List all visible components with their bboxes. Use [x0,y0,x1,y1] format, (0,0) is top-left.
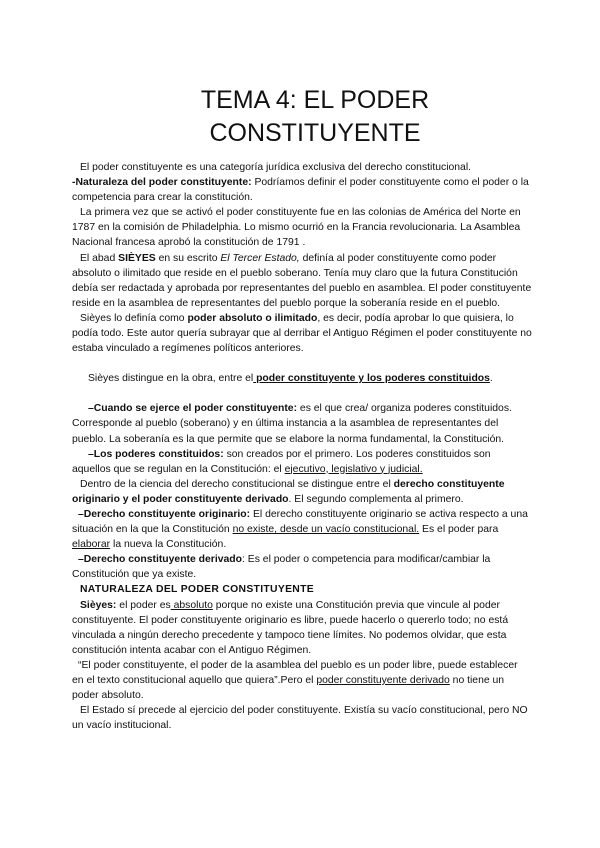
text-run: Sièyes lo definía como [80,312,188,324]
text-run: la nueva la Constitución. [110,539,227,551]
text-run: porque no existe una Constitución previa que vincule al poder constituyente. El poder constituyente originario es libre, puede hacerlo o quererlo todo; no está vinculada a ningún derecho precedente y tampoco tiene límites. No podemos olvidar, que esta constitución intenta acabar con el Antiguo Régimen. [72,599,509,656]
text-run: . [489,373,493,385]
paragraph-text: Podríamos definir el poder constituyente como el poder o la competencia para crear la constitución. [72,177,529,204]
paragraph-intro [72,160,532,175]
text-run: definía al poder constituyente como poder absoluto o ilimitado que reside en el pueblo soberano. Tenía muy claro que la futura Constitución debía ser redactada y aprobada por representantes del pueblo en asamblea. El poder constituyente reside en la asamblea de representantes del pueblo porque la soberanía reside en el pueblo. [72,252,532,309]
document-body [72,160,532,733]
paragraph-poder-constituyente [72,401,532,446]
bold-term: derecho constituyente originario y el poder constituyente derivado [72,478,505,505]
underlined-term: ejecutivo, legislativo y judicial. [284,463,423,475]
text-run: el poder es [116,599,171,611]
underlined-term: no existe, desde un vacío constitucional. [232,524,420,536]
text-run: , es decir, podía aprobar lo que quisiera, lo podía todo. Este autor quería subrayar que al derribar el Antiguo Régimen el poder constituyente no estaba vinculado a regímenes políticos anteriores. [72,312,532,355]
text-run: no tiene un poder absoluto. [72,675,505,702]
paragraph-sieyes-definition [72,251,532,311]
paragraph-absolute-power [72,311,532,356]
underlined-term: poder constituyente derivado [316,675,450,686]
paragraph-originario [72,507,532,552]
paragraph-sieyes-nature [72,598,532,658]
section-heading [72,582,532,597]
paragraph-text: La primera vez que se activó el poder constituyente fue en las colonias de América del Norte en 1787 en la comisión de Philadelphia. Lo mismo ocurrió en la Francia revolucionaria. La Asamblea Nacional francesa aprobó la constitución de 1791 . [72,207,521,249]
paragraph-label: Sièyes: [80,599,117,611]
paragraph-label: –Cuando se ejerce el poder constituyente: [88,403,298,415]
page-title [150,84,480,150]
paragraph-text: El poder constituyente es una categoría jurídica exclusiva del derecho constitucional. [80,162,472,173]
paragraph-label: -Naturaleza del poder constituyente: [72,177,252,189]
paragraph-text: El Estado sí precede al ejercicio del poder constituyente. Existía su vacío constitucional, pero NO un vacío institucional. [72,705,528,732]
text-run: “El poder constituyente, el poder de la asamblea del pueblo es un poder libre, puede establecer en el texto constitucional aquello que quiera”.Pero el [72,659,518,686]
author-name: SIÈYES [118,252,156,264]
paragraph-poderes-constituidos [72,447,532,477]
text-run: Sièyes distingue en la obra, entre el [88,373,254,385]
text-run: es el que crea/ organiza poderes constituidos. Corresponde al pueblo (soberano) y en última instancia a la asamblea de representantes del pueblo. La soberanía es la que permite que se elabore la norma fundamental, la Constitución. [72,403,512,445]
text-run: Es el poder para [419,524,499,536]
text-run: . El segundo complementa al primero. [288,493,464,505]
paragraph-label: –Derecho constituyente originario: [78,508,251,520]
paragraph-label: –Los poderes constituidos: [88,448,224,460]
text-run: Dentro de la ciencia del derecho constitucional se distingue entre el [80,478,394,490]
text-run: en su escrito [155,252,221,264]
paragraph-estado [72,703,532,733]
blank-line [72,386,532,401]
paragraph-naturaleza [72,175,532,205]
title-line-2: CONSTITUYENTE [209,119,421,147]
section-heading-text: NATURALEZA DEL PODER CONSTITUYENTE [80,584,314,596]
paragraph-derecho-distinction [72,477,532,507]
paragraph-quote [72,658,532,703]
text-run: El derecho constituyente originario se activa respecto a una situación en la que la Constitución [72,508,528,536]
paragraph-distinction [72,371,532,386]
paragraph-derivado [72,552,532,582]
paragraph-history [72,205,532,250]
text-run: : Es el poder o competencia para modificar/cambiar la Constitución que ya existe. [72,554,491,581]
underlined-term: elaborar [72,539,111,551]
underlined-term: absoluto [170,599,213,611]
title-line-1: TEMA 4: EL PODER [200,86,430,114]
bold-term: poder absoluto o ilimitado [187,312,318,324]
paragraph-label: –Derecho constituyente derivado [78,554,242,566]
work-title: El Tercer Estado, [220,252,300,264]
text-run: El abad [80,252,119,264]
text-run: son creados por el primero. Los poderes constituidos son aquellos que se regulan en la Constitución: el [72,448,491,475]
blank-line [72,356,532,371]
bold-underlined-term: poder constituyente y los poderes constituidos [253,373,490,385]
